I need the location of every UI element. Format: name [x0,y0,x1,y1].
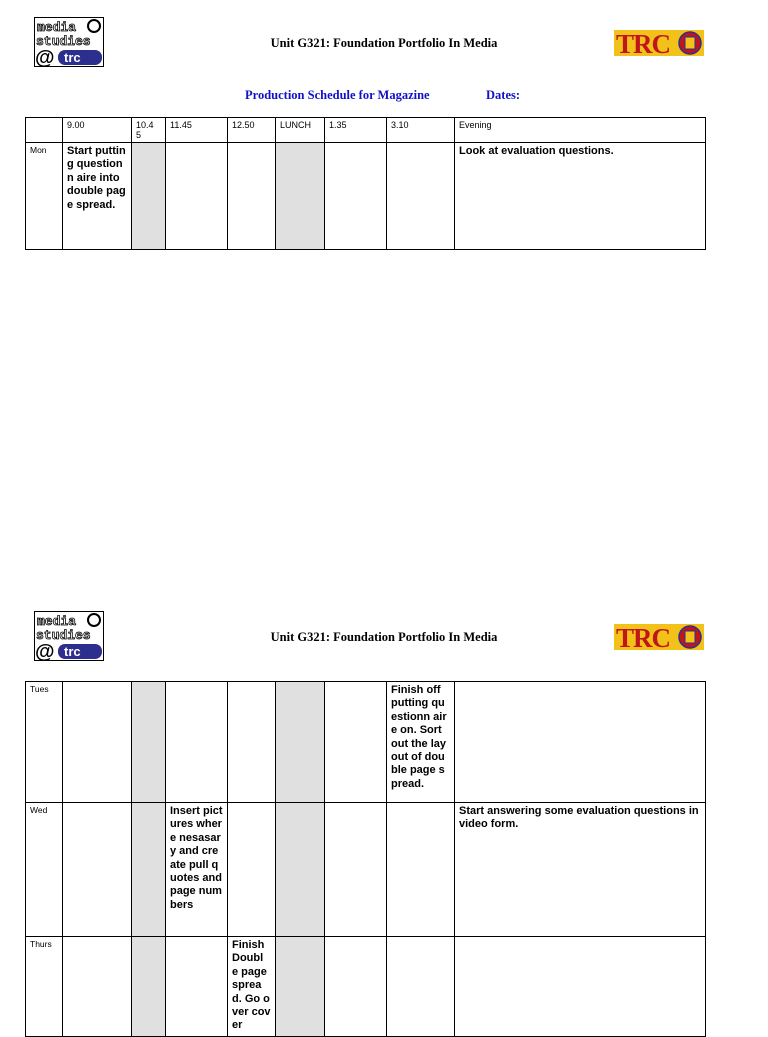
header-9-00: 9.00 [63,118,132,143]
cell-mon-11-45 [166,143,228,250]
cell-tues-9-00 [63,682,132,803]
cell-thurs-lunch [276,937,325,1037]
cell-thurs-3-10 [387,937,455,1037]
cell-wed-1-35 [325,803,387,937]
schedule-heading: Production Schedule for Magazine [245,88,430,102]
header-3-10: 3.10 [387,118,455,143]
trc-college-logo [614,30,704,56]
day-label: Wed [26,803,63,937]
table-row-tues [26,682,706,803]
page-2 [0,598,768,1032]
header-11-45: 11.45 [166,118,228,143]
logo-media-text: media [37,20,77,35]
cell-tues-11-45 [166,682,228,803]
schedule-table-page1 [25,117,706,250]
day-label: Tues [26,682,63,803]
trc-college-logo [614,624,704,650]
page-break [0,590,768,598]
dates-label: Dates: [486,88,521,102]
table-row-thurs [26,937,706,1037]
table-header-row [26,118,706,143]
cell-wed-11-45: Insert pictures where nesasary and create pull quotes and page numbers [166,803,228,937]
unit-title: Unit G321: Foundation Portfolio In Media [270,36,498,50]
cell-wed-lunch [276,803,325,937]
table-row-wed [26,803,706,937]
cell-tues-1-35 [325,682,387,803]
logo-at-text: @ [35,47,55,67]
cell-wed-3-10 [387,803,455,937]
cell-tues-12-50 [228,682,276,803]
trc-logo-text: TRC [616,624,671,650]
cell-wed-10-45 [132,803,166,937]
cell-mon-9-00: Start putting questionn aire into double page spread. [63,143,132,250]
cell-thurs-1-35 [325,937,387,1037]
cell-mon-12-50 [228,143,276,250]
cell-wed-evening: Start answering some evaluation questions in video form. [455,803,706,937]
logo-at-text: @ [35,641,55,661]
cell-thurs-11-45 [166,937,228,1037]
cell-tues-lunch [276,682,325,803]
header-10-45: 10.4 5 [132,118,166,143]
cell-mon-evening: Look at evaluation questions. [455,143,706,250]
cell-thurs-12-50: Finish Doubl e page sprea d. Go over cover [228,937,276,1037]
logo-trc-text: trc [64,50,81,65]
cell-tues-evening [455,682,706,803]
cell-thurs-9-00 [63,937,132,1037]
cell-wed-9-00 [63,803,132,937]
trc-logo-text: TRC [616,30,671,56]
day-label: Thurs [26,937,63,1037]
cell-wed-12-50 [228,803,276,937]
header-evening: Evening [455,118,706,143]
table-row-mon [26,143,706,250]
cell-thurs-evening [455,937,706,1037]
header-1-35: 1.35 [325,118,387,143]
cell-mon-10-45 [132,143,166,250]
cell-mon-1-35 [325,143,387,250]
header-12-50: 12.50 [228,118,276,143]
logo-studies-text: studies [36,34,91,49]
cell-tues-10-45 [132,682,166,803]
logo-studies-text: studies [36,628,91,643]
schedule-table-page2 [25,681,706,1037]
cell-mon-3-10 [387,143,455,250]
cell-thurs-10-45 [132,937,166,1037]
logo-trc-text: trc [64,644,81,659]
cell-tues-3-10: Finish off putting questionn aire on. Sort out the layout of double page spread. [387,682,455,803]
header-lunch: LUNCH [276,118,325,143]
header-day-cell [26,118,63,143]
day-label: Mon [26,143,63,250]
logo-media-text: media [37,614,77,629]
cell-mon-lunch [276,143,325,250]
unit-title: Unit G321: Foundation Portfolio In Media [270,630,498,644]
